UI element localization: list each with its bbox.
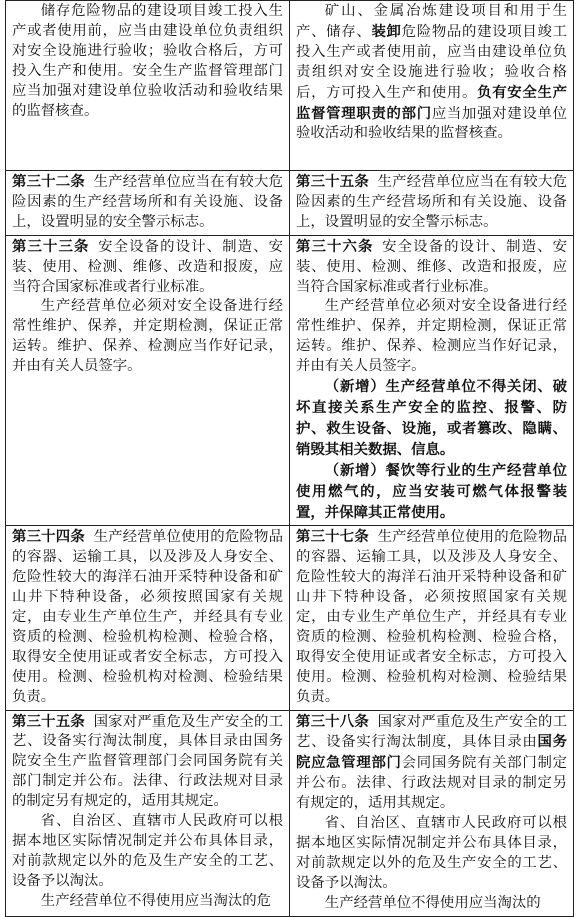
old-text-cell — [6, 171, 290, 236]
clause-text: 应当加强对建设单位验收活动和验收结果的监督核查。 — [296, 105, 567, 142]
table-row — [6, 710, 574, 916]
clause-text: 危险物品的建设项目竣工投入生产或者使用前，应当由建设单位负责组织对安全设施进行验收；验收合格后，方可投入生产和使用。 — [296, 23, 567, 101]
table-row — [6, 526, 574, 710]
new-text-cell — [290, 171, 574, 236]
clause-text: 生产经营单位必须对安全设备进行经常性维护、保养，并定期检测，保证正常运转。维护、保养、检测应当作好记录，并由有关人员签字。 — [296, 298, 567, 375]
article-number: 第三十七条 — [296, 528, 369, 546]
table-row — [6, 235, 574, 526]
new-text-cell — [290, 1, 574, 171]
clause-text: 生产经营单位必须对安全设备进行经常性维护、保养，并定期检测，保证正常运转。维护、保养、检测应当作好记录，并由有关人员签字。 — [12, 298, 283, 375]
clause-text: 省、自治区、直辖市人民政府可以根据本地区实际情况制定并公布具体目录，对前款规定以外的危及生产安全的工艺、设备予以淘汰。 — [12, 813, 283, 889]
old-text-cell — [6, 235, 290, 526]
old-text-cell — [6, 710, 290, 916]
article-number: 第三十六条 — [296, 237, 374, 255]
article-number: 第三十五条 — [12, 712, 85, 730]
clause-text: 安全设备的设计、制造、安装、使用、检测、维修、改造和报废，应当符合国家标准或者行业标准。 — [296, 238, 567, 295]
clause-paragraph — [296, 172, 567, 233]
law-comparison-table — [5, 0, 574, 917]
clause-paragraph — [296, 237, 567, 298]
clause-paragraph — [12, 237, 283, 298]
clause-paragraph — [12, 712, 283, 813]
table-row — [6, 171, 574, 236]
article-number: 第三十五条 — [296, 173, 369, 190]
clause-paragraph — [296, 814, 567, 894]
clause-text: 生产经营单位应当在有较大危险因素的生产经营场所和有关设施、设备上，设置明显的安全警示标志。 — [296, 174, 567, 230]
clause-paragraph — [296, 712, 567, 815]
clause-text: 生产经营单位使用的危险物品的容器、运输工具，以及涉及人身安全、危险性较大的海洋石油开采特种设备和矿山井下特种设备，必须按照国家有关规定，由专业生产单位生产，并经具有专业资质的检测、检验机构检测、检验合格，取得安全使用证或者安全标志，方可投入使用。检测、检验机构对检测、检验结果负责。 — [296, 529, 567, 705]
clause-paragraph — [296, 527, 567, 707]
clause-text: 国家对严重危及生产安全的工艺、设备实行淘汰制度，具体目录由国务院安全生产监督管理部门会同国务院有关部门制定并公布。法律、行政法规对目录的制定另有规定的，适用其规定。 — [12, 713, 283, 810]
clause-text: 生产经营单位不得使用应当淘汰的 — [324, 894, 541, 911]
article-number: 第三十四条 — [12, 528, 85, 546]
clause-text: 储存危险物品的建设项目竣工投入生产或者使用前，应当由建设单位负责组织对安全设施进行验收；验收合格后，方可投入生产和使用。安全生产监督管理部门应当加强对建设单位验收活动和验收结果的监督核查。 — [12, 3, 283, 119]
clause-paragraph — [12, 892, 283, 912]
clause-text: 会同国务院有关部门制定并公布。法律、行政法规对目录的制定另有规定的，适用其规定。 — [296, 755, 567, 812]
amended-text: 国务院应急管理部门 — [296, 733, 567, 772]
article-number: 第三十二条 — [12, 173, 85, 190]
clause-paragraph — [12, 812, 283, 892]
clause-text: 安全设备的设计、制造、安装、使用、检测、维修、改造和报废，应当符合国家标准或者行业标准。 — [12, 238, 283, 295]
clause-paragraph — [296, 894, 567, 914]
clause-paragraph — [296, 461, 567, 524]
clause-text: 矿山、金属冶炼建设项目和用于生产、储存、 — [296, 3, 567, 40]
amended-text: 装卸 — [371, 22, 402, 40]
old-text-cell — [6, 526, 290, 710]
added-clause-text: （新增）餐饮等行业的生产经营单位使用燃气的，应当安装可燃气体报警装置，并保障其正常使用。 — [296, 461, 567, 521]
table-row — [6, 1, 574, 171]
new-text-cell — [290, 235, 574, 526]
added-clause-text: （新增）生产经营单位不得关闭、破坏直接关系生产安全的监控、报警、防护、救生设备、设施，或者篡改、隐瞒、销毁其相关数据、信息。 — [296, 378, 567, 458]
amended-text: 负有安全生产监督管理职责的部门 — [296, 83, 567, 122]
clause-text: 国家对严重危及生产安全的工艺、设备实行淘汰制度，具体目录由 — [296, 713, 567, 751]
old-text-cell — [6, 1, 290, 171]
clause-paragraph — [296, 377, 567, 461]
clause-text: 生产经营单位应当在有较大危险因素的生产经营场所和有关设施、设备上，设置明显的安全警示标志。 — [12, 174, 283, 230]
article-number: 第三十八条 — [296, 712, 369, 730]
clause-text: 生产经营单位不得使用应当淘汰的危 — [40, 892, 272, 909]
new-text-cell — [290, 710, 574, 916]
clause-paragraph — [12, 527, 283, 707]
comparison-document — [5, 0, 574, 917]
clause-paragraph — [296, 297, 567, 377]
article-number: 第三十三条 — [12, 237, 90, 255]
clause-paragraph — [12, 2, 283, 121]
clause-paragraph — [12, 297, 283, 377]
new-text-cell — [290, 526, 574, 710]
table-body — [6, 1, 574, 917]
clause-paragraph — [296, 2, 567, 144]
clause-paragraph — [12, 172, 283, 233]
clause-text: 省、自治区、直辖市人民政府可以根据本地区实际情况制定并公布具体目录，对前款规定以外的危及生产安全的工艺、设备予以淘汰。 — [296, 815, 567, 891]
clause-text: 生产经营单位使用的危险物品的容器、运输工具，以及涉及人身安全、危险性较大的海洋石油开采特种设备和矿山井下特种设备，必须按照国家有关规定，由专业生产单位生产，并经具有专业资质的检测、检验机构检测、检验合格，取得安全使用证或者安全标志，方可投入使用。检测、检验机构对检测、检验结果负责。 — [12, 529, 283, 705]
